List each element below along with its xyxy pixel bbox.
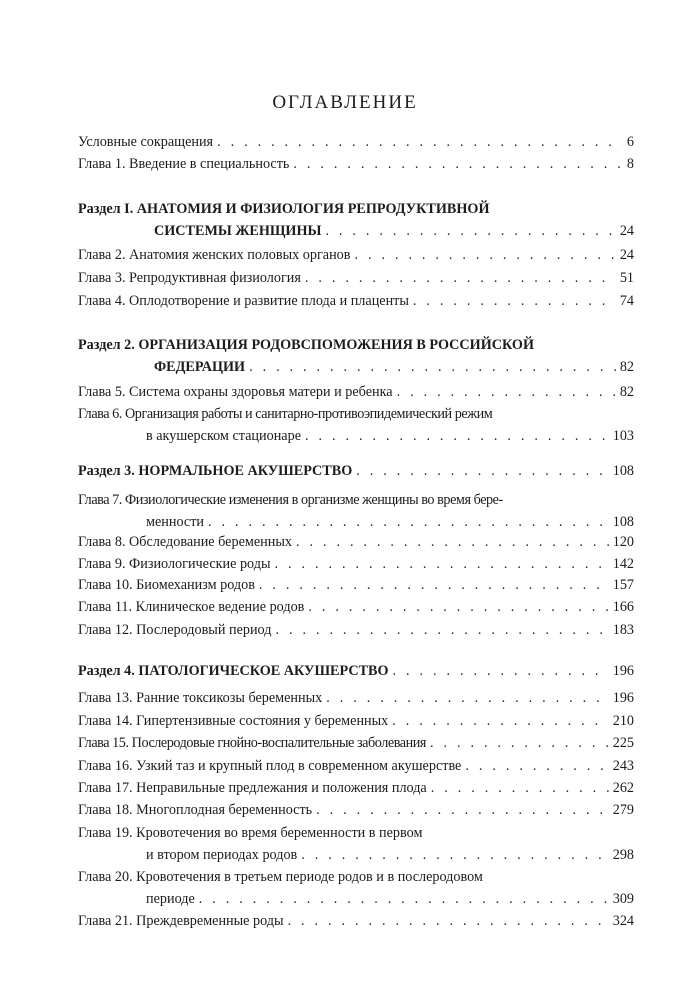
- dot-leader: [413, 290, 616, 312]
- entry-page: 108: [612, 514, 634, 530]
- dot-leader: [326, 687, 608, 709]
- dot-leader: [288, 910, 609, 932]
- toc-entry[interactable]: [78, 732, 634, 754]
- entry-title: Глава 1. Введение в специальность: [78, 156, 290, 172]
- dot-leader: [259, 574, 609, 596]
- entry-title: Глава 17. Неправильные предлежания и положения плода: [78, 780, 427, 796]
- dot-leader: [293, 153, 623, 175]
- entry-title: Глава 16. Узкий таз и крупный плод в современном акушерстве: [78, 758, 462, 774]
- entry-page: 103: [612, 428, 634, 444]
- toc-entry[interactable]: [78, 267, 634, 289]
- toc-entry[interactable]: [78, 710, 634, 732]
- entry-page: 157: [612, 577, 634, 593]
- dot-leader: [249, 356, 616, 378]
- entry-title: Глава 8. Обследование беременных: [78, 534, 292, 550]
- dot-leader: [325, 220, 615, 242]
- entry-page: 108: [612, 463, 634, 479]
- toc-entry[interactable]: [78, 866, 634, 910]
- entry-title: Глава 10. Биомеханизм родов: [78, 577, 255, 593]
- dot-leader: [296, 531, 609, 553]
- entry-title: Глава 18. Многоплодная беременность: [78, 802, 313, 818]
- dot-leader: [354, 244, 615, 266]
- toc-entry[interactable]: [78, 755, 634, 777]
- entry-title: Глава 14. Гипертензивные состояния у беременных: [78, 713, 389, 729]
- entry-page: 279: [612, 802, 634, 818]
- dot-leader: [275, 553, 609, 575]
- entry-title-line2: периоде: [146, 891, 195, 907]
- toc-entry[interactable]: [78, 687, 634, 709]
- toc-section[interactable]: [78, 198, 634, 242]
- entry-page: 225: [612, 735, 634, 751]
- entry-title: Глава 21. Преждевременные роды: [78, 913, 284, 929]
- dot-leader: [208, 511, 609, 533]
- toc-section[interactable]: [78, 460, 634, 482]
- entry-title: Глава 12. Послеродовый период: [78, 622, 272, 638]
- dot-leader: [430, 732, 609, 754]
- entry-page: 210: [612, 713, 634, 729]
- toc-entry[interactable]: [78, 290, 634, 312]
- entry-page: 243: [612, 758, 634, 774]
- entry-page: 120: [612, 534, 634, 550]
- entry-page: 51: [619, 270, 634, 286]
- entry-page: 196: [612, 663, 634, 679]
- entry-title: Глава 11. Клиническое ведение родов: [78, 599, 305, 615]
- dot-leader: [397, 381, 616, 403]
- section-title-line1: Раздел 2. ОРГАНИЗАЦИЯ РОДОВСПОМОЖЕНИЯ В РОССИЙСКОЙ: [78, 337, 534, 353]
- entry-page: 6: [626, 134, 634, 150]
- toc-entry[interactable]: [78, 777, 634, 799]
- dot-leader: [275, 619, 608, 641]
- toc-entry[interactable]: [78, 596, 634, 618]
- entry-page: 24: [619, 247, 634, 263]
- toc-entry[interactable]: [78, 153, 634, 175]
- entry-title-line2: и втором периодах родов: [146, 847, 298, 863]
- entry-title-line1: Глава 6. Организация работы и санитарно-противоэпидемический режим: [78, 406, 493, 422]
- entry-title: Глава 4. Оплодотворение и развитие плода и плаценты: [78, 293, 409, 309]
- entry-title: Глава 5. Система охраны здоровья матери и ребенка: [78, 384, 393, 400]
- toc-entry[interactable]: [78, 910, 634, 932]
- entry-title-line2: в акушерском стационаре: [146, 428, 301, 444]
- dot-leader: [465, 755, 608, 777]
- entry-page: 82: [619, 359, 634, 375]
- page-title: ОГЛАВЛЕНИЕ: [272, 92, 418, 113]
- dot-leader: [356, 460, 608, 482]
- entry-page: 324: [612, 913, 634, 929]
- section-title-line2: СИСТЕМЫ ЖЕНЩИНЫ: [154, 223, 322, 239]
- entry-page: 24: [619, 223, 634, 239]
- dot-leader: [393, 660, 609, 682]
- entry-title: Глава 13. Ранние токсикозы беременных: [78, 690, 323, 706]
- entry-page: 8: [626, 156, 634, 172]
- entry-page: 166: [612, 599, 634, 615]
- toc-section[interactable]: [78, 660, 634, 682]
- toc-entry[interactable]: [78, 799, 634, 821]
- toc-entry[interactable]: [78, 489, 634, 533]
- dot-leader: [305, 267, 616, 289]
- dot-leader: [301, 844, 608, 866]
- entry-page: 196: [612, 690, 634, 706]
- entry-title: Условные сокращения: [78, 134, 214, 150]
- dot-leader: [392, 710, 608, 732]
- dot-leader: [316, 799, 609, 821]
- entry-title-line1: Глава 19. Кровотечения во время беременности в первом: [78, 825, 423, 841]
- toc-entry[interactable]: [78, 531, 634, 553]
- entry-page: 82: [619, 384, 634, 400]
- toc-entry[interactable]: [78, 619, 634, 641]
- entry-page: 74: [619, 293, 634, 309]
- section-title-line1: Раздел I. АНАТОМИЯ И ФИЗИОЛОГИЯ РЕПРОДУКТИВНОЙ: [78, 201, 490, 217]
- entry-title: Глава 3. Репродуктивная физиология: [78, 270, 301, 286]
- entry-page: 142: [612, 556, 634, 572]
- entry-page: 298: [612, 847, 634, 863]
- entry-title-line1: Глава 7. Физиологические изменения в организме женщины во время бере-: [78, 492, 503, 508]
- toc-entry[interactable]: [78, 131, 634, 153]
- toc-entry[interactable]: [78, 822, 634, 866]
- toc-entry[interactable]: [78, 574, 634, 596]
- entry-page: 309: [612, 891, 634, 907]
- toc-entry[interactable]: [78, 381, 634, 403]
- entry-title: Глава 2. Анатомия женских половых органов: [78, 247, 351, 263]
- toc-entry[interactable]: [78, 553, 634, 575]
- dot-leader: [308, 596, 608, 618]
- dot-leader: [217, 131, 623, 153]
- toc-entry[interactable]: [78, 403, 634, 447]
- toc-section[interactable]: [78, 334, 634, 378]
- section-title: Раздел 3. НОРМАЛЬНОЕ АКУШЕРСТВО: [78, 463, 353, 479]
- dot-leader: [199, 888, 609, 910]
- dot-leader: [305, 425, 609, 447]
- section-title: Раздел 4. ПАТОЛОГИЧЕСКОЕ АКУШЕРСТВО: [78, 663, 389, 679]
- section-title-line2: ФЕДЕРАЦИИ: [154, 359, 246, 375]
- entry-title: Глава 15. Послеродовые гнойно-воспалительные заболевания: [78, 735, 426, 751]
- entry-title: Глава 9. Физиологические роды: [78, 556, 271, 572]
- entry-title-line2: менности: [146, 514, 204, 530]
- dot-leader: [431, 777, 609, 799]
- toc-entry[interactable]: [78, 244, 634, 266]
- entry-page: 183: [612, 622, 634, 638]
- entry-title-line1: Глава 20. Кровотечения в третьем периоде родов и в послеродовом: [78, 869, 483, 885]
- entry-page: 262: [612, 780, 634, 796]
